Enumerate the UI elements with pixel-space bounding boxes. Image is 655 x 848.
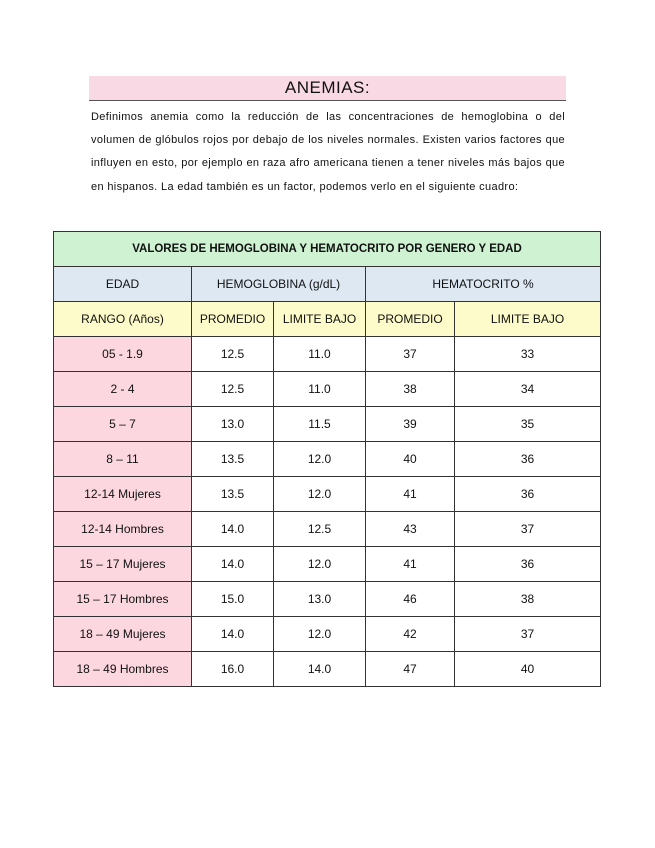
table-row <box>54 512 601 547</box>
cell-hct-limite-bajo: 36 <box>455 477 601 512</box>
cell-hb-promedio: 15.0 <box>192 582 274 617</box>
cell-hb-promedio: 12.5 <box>192 337 274 372</box>
cell-age-range: 8 – 11 <box>54 442 192 477</box>
subheader-rango: RANGO (Años) <box>54 302 192 337</box>
cell-hb-promedio: 12.5 <box>192 372 274 407</box>
cell-age-range: 18 – 49 Hombres <box>54 652 192 687</box>
table-row <box>54 337 601 372</box>
header-hematocrito: HEMATOCRITO % <box>366 267 601 302</box>
table-row <box>54 582 601 617</box>
cell-hb-limite-bajo: 12.0 <box>274 477 366 512</box>
page-title: ANEMIAS: <box>89 76 566 101</box>
cell-hb-limite-bajo: 12.0 <box>274 442 366 477</box>
cell-hb-promedio: 14.0 <box>192 617 274 652</box>
cell-hct-promedio: 40 <box>366 442 455 477</box>
cell-hb-promedio: 13.5 <box>192 477 274 512</box>
header-hemoglobina: HEMOGLOBINA (g/dL) <box>192 267 366 302</box>
header-edad: EDAD <box>54 267 192 302</box>
cell-age-range: 5 – 7 <box>54 407 192 442</box>
cell-hb-promedio: 14.0 <box>192 512 274 547</box>
cell-hct-promedio: 43 <box>366 512 455 547</box>
table-title: VALORES DE HEMOGLOBINA Y HEMATOCRITO POR GENERO Y EDAD <box>54 232 601 267</box>
cell-hb-limite-bajo: 11.0 <box>274 372 366 407</box>
cell-hct-promedio: 47 <box>366 652 455 687</box>
cell-hb-limite-bajo: 11.5 <box>274 407 366 442</box>
cell-age-range: 2 - 4 <box>54 372 192 407</box>
cell-age-range: 12-14 Hombres <box>54 512 192 547</box>
cell-hct-limite-bajo: 37 <box>455 617 601 652</box>
cell-age-range: 05 - 1.9 <box>54 337 192 372</box>
cell-hct-promedio: 37 <box>366 337 455 372</box>
table-row <box>54 477 601 512</box>
cell-hb-promedio: 14.0 <box>192 547 274 582</box>
cell-hct-limite-bajo: 37 <box>455 512 601 547</box>
cell-hct-promedio: 41 <box>366 547 455 582</box>
cell-hct-limite-bajo: 36 <box>455 547 601 582</box>
cell-hct-limite-bajo: 38 <box>455 582 601 617</box>
cell-hb-limite-bajo: 12.5 <box>274 512 366 547</box>
cell-age-range: 15 – 17 Mujeres <box>54 547 192 582</box>
cell-hct-limite-bajo: 36 <box>455 442 601 477</box>
subheader-hb-limite: LIMITE BAJO <box>274 302 366 337</box>
cell-hb-limite-bajo: 14.0 <box>274 652 366 687</box>
subheader-hb-promedio: PROMEDIO <box>192 302 274 337</box>
table-row <box>54 407 601 442</box>
cell-hb-limite-bajo: 13.0 <box>274 582 366 617</box>
cell-hb-limite-bajo: 12.0 <box>274 617 366 652</box>
cell-hct-promedio: 42 <box>366 617 455 652</box>
subheader-hct-limite: LIMITE BAJO <box>455 302 601 337</box>
cell-age-range: 12-14 Mujeres <box>54 477 192 512</box>
subheader-hct-promedio: PROMEDIO <box>366 302 455 337</box>
cell-hb-promedio: 16.0 <box>192 652 274 687</box>
table-row <box>54 617 601 652</box>
table-row <box>54 442 601 477</box>
intro-paragraph: Definimos anemia como la reducción de las concentraciones de hemoglobina o del volumen de glóbulos rojos por debajo de los niveles normales. Existen varios factores que influyen en esto, por ejemplo en raza afro americana tienen a tener niveles más bajos que en hispanos. La edad también es un factor, podemos verlo en el siguiente cuadro: <box>91 111 565 193</box>
table-row <box>54 652 601 687</box>
hemoglobin-table <box>53 231 601 687</box>
cell-hct-limite-bajo: 40 <box>455 652 601 687</box>
cell-age-range: 18 – 49 Mujeres <box>54 617 192 652</box>
cell-hb-promedio: 13.0 <box>192 407 274 442</box>
cell-hb-promedio: 13.5 <box>192 442 274 477</box>
cell-hct-promedio: 38 <box>366 372 455 407</box>
cell-hct-promedio: 41 <box>366 477 455 512</box>
table-row <box>54 547 601 582</box>
cell-hct-limite-bajo: 35 <box>455 407 601 442</box>
cell-hct-promedio: 39 <box>366 407 455 442</box>
cell-hct-limite-bajo: 33 <box>455 337 601 372</box>
cell-age-range: 15 – 17 Hombres <box>54 582 192 617</box>
cell-hb-limite-bajo: 11.0 <box>274 337 366 372</box>
cell-hb-limite-bajo: 12.0 <box>274 547 366 582</box>
table-row <box>54 372 601 407</box>
cell-hct-promedio: 46 <box>366 582 455 617</box>
cell-hct-limite-bajo: 34 <box>455 372 601 407</box>
